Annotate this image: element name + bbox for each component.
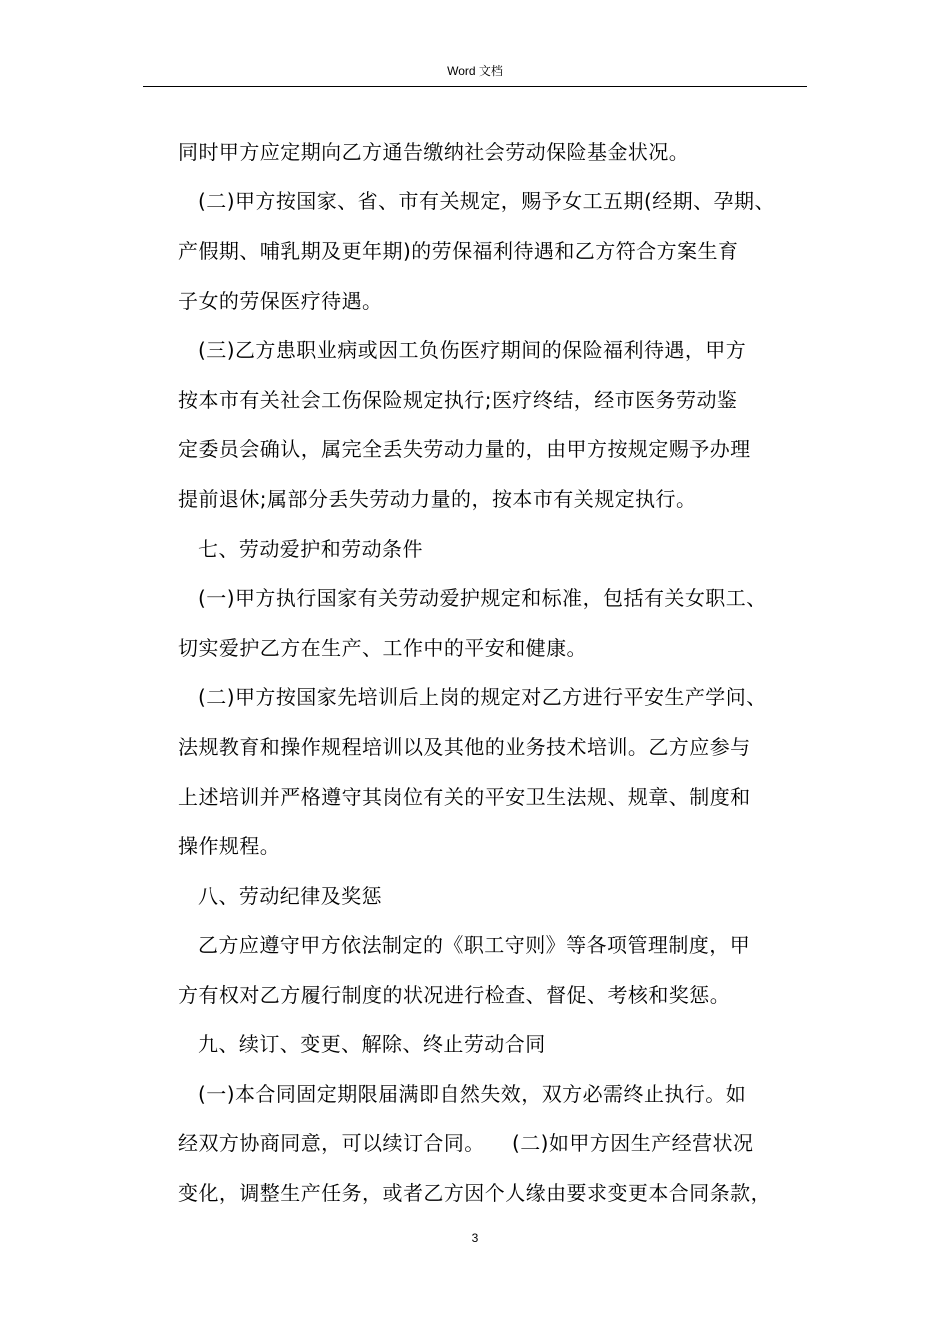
body-line: 定委员会确认，属完全丢失劳动力量的，由甲方按规定赐予办理 bbox=[178, 437, 751, 461]
body-line: 子女的劳保医疗待遇。 bbox=[178, 289, 383, 313]
body-line: 法规教育和操作规程培训以及其他的业务技术培训。乙方应参与 bbox=[178, 735, 751, 759]
body-line: (二)甲方按国家先培训后上岗的规定对乙方进行平安生产学问、 bbox=[198, 685, 767, 709]
header-divider bbox=[143, 86, 807, 87]
body-line: (二)甲方按国家、省、市有关规定，赐予女工五期(经期、孕期、 bbox=[198, 189, 775, 213]
body-line: 上述培训并严格遵守其岗位有关的平安卫生法规、规章、制度和 bbox=[178, 785, 751, 809]
body-line: 方有权对乙方履行制度的状况进行检查、督促、考核和奖惩。 bbox=[178, 983, 731, 1007]
body-line: 乙方应遵守甲方依法制定的《职工守则》等各项管理制度，甲 bbox=[198, 933, 751, 957]
body-line: 变化，调整生产任务，或者乙方因个人缘由要求变更本合同条款， bbox=[178, 1181, 772, 1205]
body-line: 按本市有关社会工伤保险规定执行;医疗终结，经市医务劳动鉴 bbox=[178, 388, 738, 412]
section-heading: 七、劳动爱护和劳动条件 bbox=[198, 537, 423, 561]
body-line: 提前退休;属部分丢失劳动力量的，按本市有关规定执行。 bbox=[178, 487, 697, 511]
body-line: 同时甲方应定期向乙方通告缴纳社会劳动保险基金状况。 bbox=[178, 140, 690, 164]
body-line: 切实爱护乙方在生产、工作中的平安和健康。 bbox=[178, 636, 587, 660]
body-line: 操作规程。 bbox=[178, 834, 281, 858]
body-line: 经双方协商同意，可以续订合同。 (二)如甲方因生产经营状况 bbox=[178, 1131, 754, 1155]
body-line: (一)本合同固定期限届满即自然失效，双方必需终止执行。如 bbox=[198, 1082, 747, 1106]
page-header-title: Word 文档 bbox=[447, 64, 503, 78]
body-line: (一)甲方执行国家有关劳动爱护规定和标准，包括有关女职工、 bbox=[198, 586, 767, 610]
page-number: 3 bbox=[471, 1231, 479, 1245]
body-line: 产假期、哺乳期及更年期)的劳保福利待遇和乙方符合方案生育 bbox=[178, 239, 739, 263]
section-heading: 八、劳动纪律及奖惩 bbox=[198, 884, 383, 908]
section-heading: 九、续订、变更、解除、终止劳动合同 bbox=[198, 1032, 546, 1056]
body-line: (三)乙方患职业病或因工负伤医疗期间的保险福利待遇，甲方 bbox=[198, 338, 747, 362]
